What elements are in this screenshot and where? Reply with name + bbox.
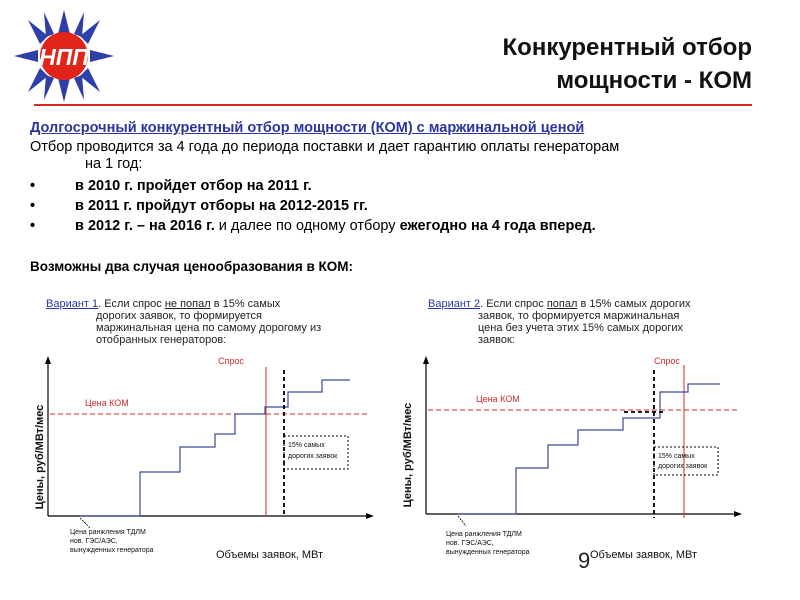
chart-1-note-line-1: Цена ранжления ТДЛМ (70, 529, 146, 536)
chart-variant-2 (398, 350, 748, 560)
variant-2-line-4: заявок: (478, 334, 515, 346)
chart-1-note-pointer (80, 518, 90, 528)
intro-paragraph (30, 139, 775, 173)
chart-2-price-label: Цена КОМ (476, 394, 520, 404)
bullet-text: в 2011 г. пройдут отборы на 2012-2015 гг. (75, 198, 368, 214)
chart-1-price-label: Цена КОМ (85, 398, 129, 408)
variant-1-line-3: маржинальная цена по самому дорогому из (96, 322, 322, 334)
variant-2-part2: в 15% самых дорогих (577, 298, 691, 310)
chart-2-note-line-1: Цена ранжления ТДЛМ (446, 531, 522, 538)
bullet-marker: • (30, 218, 36, 234)
chart-1-demand-label: Спрос (218, 356, 244, 366)
logo (8, 8, 120, 104)
variant-2-underline: попал (546, 298, 578, 310)
variant-2-text (428, 298, 768, 346)
page-title (332, 31, 752, 97)
chart-variant-1 (30, 352, 380, 562)
chart-1-ylabel: Цены, руб/МВт/мес (34, 404, 46, 510)
bullet-marker: • (30, 178, 36, 194)
chart-2-demand-label: Спрос (654, 356, 680, 366)
page-number: 9 (578, 548, 591, 573)
chart-2-box-line-1: 15% самых (658, 453, 695, 460)
logo-text: НПП (39, 44, 89, 70)
bullet-normal: и далее по одному отбору (214, 218, 400, 234)
chart-1-y-arrow (45, 356, 51, 364)
variant-2-line-2: заявок, то формируется маржинальная (478, 310, 680, 322)
variant-1-part2: в 15% самых (210, 298, 281, 310)
chart-1-xlabel: Объемы заявок, МВт (216, 549, 324, 561)
title-line-1: Конкурентный отбор (502, 34, 752, 61)
chart-1-box-line-2: дорогих заявок (288, 453, 338, 460)
variant-1-text (46, 298, 386, 346)
sun-logo-icon (8, 8, 120, 104)
cases-heading: Возможны два случая ценообразования в КОМ: (30, 259, 353, 274)
intro-line-1: Отбор проводится за 4 года до периода поставки и дает гарантию оплаты генераторам (30, 139, 620, 155)
bullet-bold-1: в 2012 г. – на 2016 г. (75, 218, 215, 234)
variant-2-line-3: цена без учета этих 15% самых дорогих (478, 322, 684, 334)
chart-2-note-line-2: нов. ГЭС/АЭС, (446, 540, 494, 547)
variant-2-part1: . Если спрос (480, 298, 547, 310)
chart-2-x-arrow (734, 511, 742, 517)
variant-1-part1: . Если спрос (98, 298, 165, 310)
chart-2-note-line-3: вынужденных генератора (446, 549, 530, 556)
chart-1-box-line-1: 15% самых (288, 442, 325, 449)
variant-1-label: Вариант 1 (46, 298, 99, 310)
bullet-text: в 2010 г. пройдет отбор на 2011 г. (75, 178, 312, 194)
chart-2-note-pointer (458, 516, 466, 526)
chart-2-15pct-box (654, 447, 718, 475)
chart-2-box-line-2: дорогих заявок (658, 463, 708, 470)
chart-1-x-arrow (366, 513, 374, 519)
section-heading: Долгосрочный конкурентный отбор мощности (КОМ) с маржинальной ценой (30, 120, 585, 136)
variant-1-line-2: дорогих заявок, то формируется (96, 310, 262, 322)
variant-1-underline: не попал (164, 298, 211, 310)
variant-2-label: Вариант 2 (428, 298, 481, 310)
chart-2-ylabel: Цены, руб/МВт/мес (402, 402, 414, 508)
chart-1-note-line-3: вынужденных генератора (70, 547, 154, 554)
bullet-bold-2: ежегодно на 4 года вперед. (399, 218, 596, 234)
chart-1-note-line-2: нов. ГЭС/АЭС, (70, 538, 118, 545)
chart-2-y-arrow (423, 356, 429, 364)
bullet-marker: • (30, 198, 36, 214)
bullet-text (75, 218, 596, 234)
title-divider (34, 104, 752, 106)
chart-2-xlabel: Объемы заявок, МВт (590, 549, 698, 560)
variant-1-line-4: отобранных генераторов: (96, 334, 227, 346)
intro-line-2: на 1 год: (85, 156, 143, 172)
title-line-2: мощности - КОМ (556, 67, 752, 94)
